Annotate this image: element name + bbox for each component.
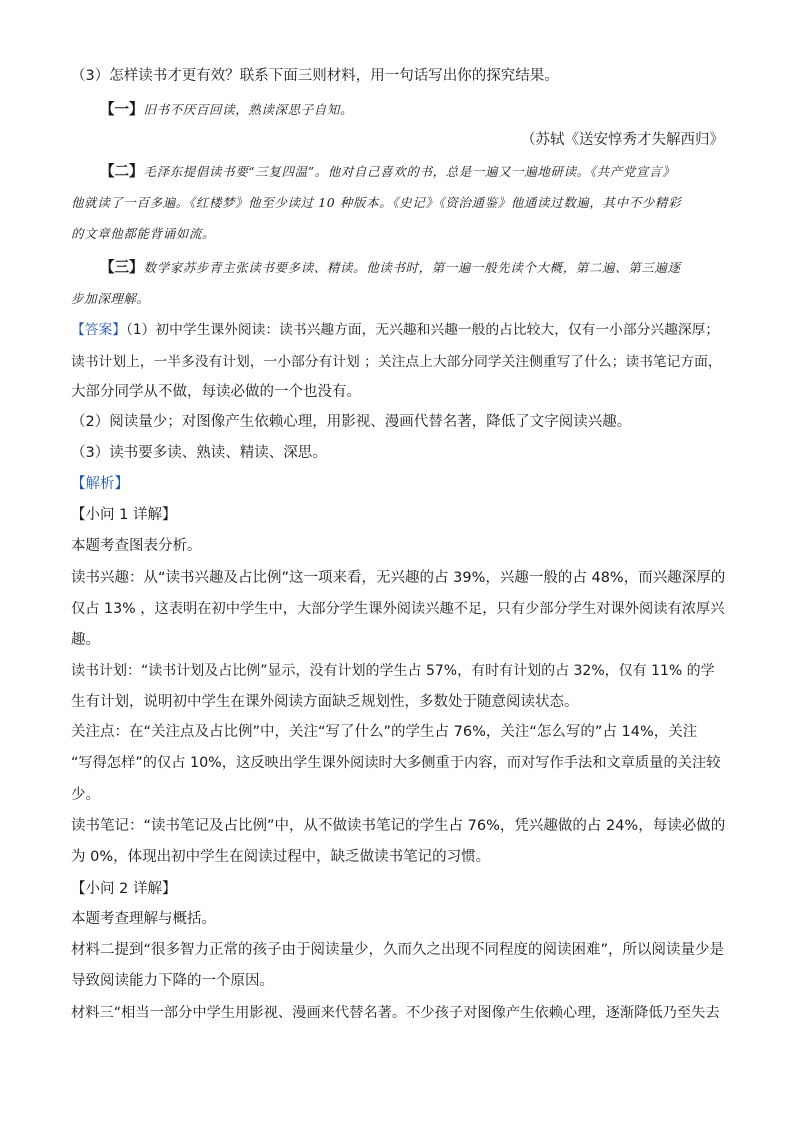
- answer-3: （3）读书要多读、熟读、精读、深思。: [71, 445, 327, 461]
- material-3-line-1: 【三】数学家苏步青主张读书要多读、精读。他读书时，第一遍一般先读个大概，第二遍、第三遍逐: [100, 260, 681, 276]
- material-1-text: 旧书不厌百回读，熟读深思子自知。: [143, 102, 354, 117]
- question-3-prompt: （3）怎样读书才更有效？联系下面三则材料，用一句话写出你的探究结果。: [71, 68, 559, 84]
- interest-analysis-line-1: 读书兴趣：从“读书兴趣及占比例”这一项来看，无兴趣的占 39%，兴趣一般的占 48%，而兴趣深厚的: [71, 570, 726, 586]
- material-1-tag: 【一】: [100, 102, 144, 118]
- sub-question-1-title: 【小问 1 详解】: [71, 507, 177, 523]
- material-2-line-1: 【二】毛泽东提倡读书要“三复四温”。他对自己喜欢的书，总是一遍又一遍地研读。《共产党宣言》: [100, 164, 676, 180]
- answer-1-line-3: 大部分同学从不做，每读必做的一个也没有。: [71, 384, 361, 400]
- sub-question-2-title: 【小问 2 详解】: [71, 881, 177, 897]
- interest-analysis-line-3: 趣。: [71, 632, 100, 648]
- notes-analysis-line-2: 为 0%，体现出初中学生在阅读过程中，缺乏做读书笔记的习惯。: [71, 849, 491, 865]
- answer-1-line-1: 【答案】（1）初中学生课外阅读：读书兴趣方面，无兴趣和兴趣一般的占比较大，仅有一小部分兴趣深厚；: [71, 322, 720, 338]
- answer-2: （2）阅读量少；对图像产生依赖心理，用影视、漫画代替名著，降低了文字阅读兴趣。: [71, 414, 632, 430]
- material-3-analysis-line-1: 材料三“相当一部分中学生用影视、漫画来代替名著。不少孩子对图像产生依赖心理，逐渐降低乃至失去: [71, 1005, 720, 1021]
- material-2-analysis-line-1: 材料二提到“很多智力正常的孩子由于阅读量少，久而久之出现不同程度的阅读困难”，所以阅读量少是: [71, 942, 725, 958]
- answer-tag: 【答案】: [71, 322, 127, 338]
- plan-analysis-line-2: 生有计划，说明初中学生在课外阅读方面缺乏规划性，多数处于随意阅读状态。: [71, 694, 579, 710]
- material-2-line-3: 的文章他都能背诵如流。: [71, 226, 216, 241]
- material-1-source: （苏轼《送安惇秀才失解西归》: [521, 132, 724, 148]
- material-3-line-2: 步加深理解。: [71, 291, 150, 306]
- plan-analysis-line-1: 读书计划：“读书计划及占比例”显示，没有计划的学生占 57%，有时有计划的占 32%，仅有 11% 的学: [71, 663, 715, 679]
- focus-analysis-line-2: “写得怎样”的仅占 10%，这反映出学生课外阅读时大多侧重于内容，而对写作手法和文章质量的关注较: [71, 755, 721, 771]
- material-2-analysis-line-2: 导致阅读能力下降的一个原因。: [71, 973, 274, 989]
- focus-analysis-line-3: 少。: [71, 787, 100, 803]
- material-2-tag: 【二】: [100, 164, 144, 180]
- notes-analysis-line-1: 读书笔记：“读书笔记及占比例”中，从不做读书笔记的学生占 76%，凭兴趣做的占 24%，每读必做的: [71, 818, 726, 834]
- analysis-tag: 【解析】: [71, 476, 129, 492]
- material-2-line-2: 他就读了一百多遍。《红楼梦》他至少读过 10 种版本。《史记》《资治通鉴》他通读过数遍，其中不少精彩: [71, 195, 682, 210]
- sub-question-1-intro: 本题考查图表分析。: [71, 538, 202, 554]
- focus-analysis-line-1: 关注点：在“关注点及占比例”中，关注“写了什么”的学生占 76%，关注“怎么写的”占 14%，关注: [71, 724, 698, 740]
- material-1: [100, 100, 724, 120]
- sub-question-2-intro: 本题考查理解与概括。: [71, 911, 216, 927]
- material-3-tag: 【三】: [100, 260, 144, 276]
- answer-1-line-2: 读书计划上，一半多没有计划，一小部分有计划 ；关注点上大部分同学关注侧重写了什么；读书笔记方面，: [71, 354, 722, 370]
- interest-analysis-line-2: 仅占 13% ，这表明在初中学生中，大部分学生课外阅读兴趣不足，只有少部分学生对课外阅读有浓厚兴: [71, 601, 725, 617]
